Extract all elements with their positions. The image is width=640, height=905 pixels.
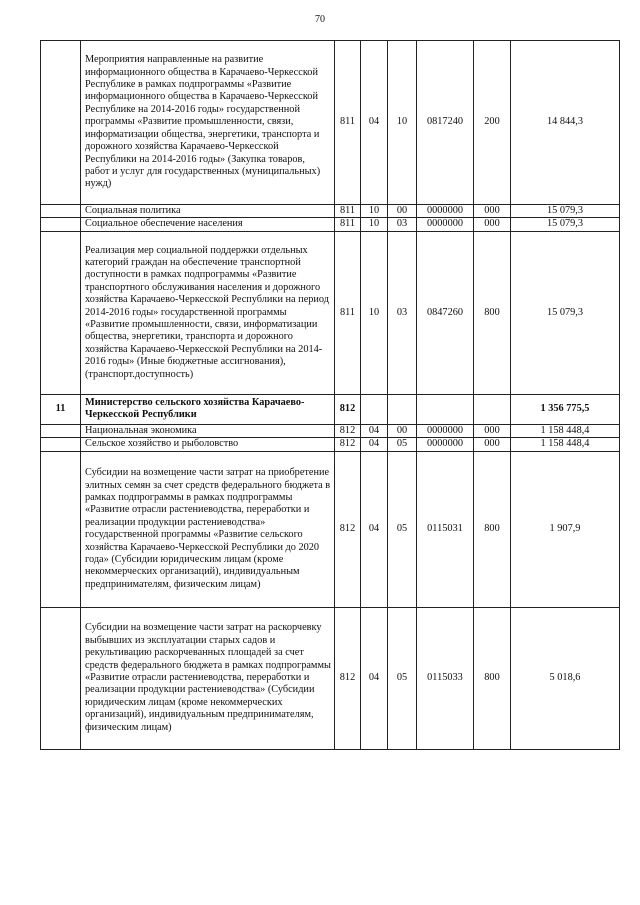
table-row [41, 451, 620, 607]
section-code: 04 [361, 438, 388, 451]
target-code [417, 394, 474, 424]
ministry-code: 811 [335, 205, 361, 218]
ministry-code: 812 [335, 607, 361, 749]
expense-type-code: 800 [474, 607, 511, 749]
section-code: 04 [361, 424, 388, 437]
section-code: 10 [361, 231, 388, 394]
target-code: 0115031 [417, 451, 474, 607]
row-number [41, 438, 81, 451]
page-number: 70 [315, 14, 325, 25]
row-number [41, 607, 81, 749]
row-number [41, 41, 81, 205]
subsection-code: 05 [388, 438, 417, 451]
ministry-code: 812 [335, 451, 361, 607]
expense-type-code: 000 [474, 218, 511, 231]
section-code: 04 [361, 41, 388, 205]
row-description: Социальное обеспечение населения [81, 218, 335, 231]
target-code: 0000000 [417, 205, 474, 218]
amount: 14 844,3 [511, 41, 620, 205]
table-row [41, 438, 620, 451]
expense-type-code: 000 [474, 424, 511, 437]
row-description: Мероприятия направленные на развитие информационного общества в Карачаево-Черкесской Республике в рамках подпрограммы «Развитие информационного общества в Карачаево-Черкесской Республике на 2014-2016 годы» государственной программы «Развитие промышленности, связи, информатизации общества, энергетики, транспорта и дорожного хозяйства Карачаево-Черкесской Республики на 2014-2016 годы» (Закупка товаров, работ и услуг для государственных (муниципальных) нужд) [81, 41, 335, 205]
amount: 15 079,3 [511, 218, 620, 231]
ministry-code: 811 [335, 231, 361, 394]
amount: 1 158 448,4 [511, 438, 620, 451]
subsection-code: 00 [388, 424, 417, 437]
amount: 15 079,3 [511, 231, 620, 394]
amount: 1 158 448,4 [511, 424, 620, 437]
ministry-code: 812 [335, 438, 361, 451]
table-row [41, 205, 620, 218]
table-row [41, 394, 620, 424]
subsection-code [388, 394, 417, 424]
row-description: Национальная экономика [81, 424, 335, 437]
amount: 15 079,3 [511, 205, 620, 218]
subsection-code: 03 [388, 231, 417, 394]
row-description: Министерство сельского хозяйства Карачаево-Черкесской Республики [81, 394, 335, 424]
target-code: 0847260 [417, 231, 474, 394]
target-code: 0817240 [417, 41, 474, 205]
expense-type-code: 200 [474, 41, 511, 205]
table-row [41, 218, 620, 231]
section-code: 04 [361, 451, 388, 607]
subsection-code: 05 [388, 607, 417, 749]
table-row [41, 424, 620, 437]
ministry-code: 812 [335, 424, 361, 437]
subsection-code: 10 [388, 41, 417, 205]
section-code: 04 [361, 607, 388, 749]
expense-type-code: 800 [474, 231, 511, 394]
subsection-code: 05 [388, 451, 417, 607]
expense-type-code [474, 394, 511, 424]
row-number [41, 218, 81, 231]
section-code [361, 394, 388, 424]
row-number [41, 231, 81, 394]
row-description: Социальная политика [81, 205, 335, 218]
target-code: 0115033 [417, 607, 474, 749]
target-code: 0000000 [417, 438, 474, 451]
target-code: 0000000 [417, 424, 474, 437]
ministry-code: 812 [335, 394, 361, 424]
ministry-code: 811 [335, 41, 361, 205]
table-row [41, 607, 620, 749]
ministry-code: 811 [335, 218, 361, 231]
row-number: 11 [41, 394, 81, 424]
row-number [41, 451, 81, 607]
amount: 5 018,6 [511, 607, 620, 749]
expense-type-code: 800 [474, 451, 511, 607]
table-row [41, 231, 620, 394]
row-number [41, 205, 81, 218]
section-code: 10 [361, 205, 388, 218]
amount: 1 907,9 [511, 451, 620, 607]
amount: 1 356 775,5 [511, 394, 620, 424]
target-code: 0000000 [417, 218, 474, 231]
expense-type-code: 000 [474, 438, 511, 451]
section-code: 10 [361, 218, 388, 231]
budget-table [40, 40, 620, 750]
row-description: Реализация мер социальной поддержки отдельных категорий граждан на обеспечение транспортной доступности в рамках подпрограммы «Развитие транспортного обслуживания населения и дорожного хозяйства Карачаево-Черкесской Республики на период 2014-2016 годы» государственной программы «Развитие промышленности, связи, информатизации общества, энергетики, транспорта и дорожного хозяйства Карачаево-Черкесской Республики на 2014-2016 годы» (Иные бюджетные ассигнования), (транспорт.доступность) [81, 231, 335, 394]
row-description: Сельское хозяйство и рыболовство [81, 438, 335, 451]
row-description: Субсидии на возмещение части затрат на раскорчевку выбывших из эксплуатации старых садов и рекультивацию раскорчеванных площадей за счет средств федерального бюджета в рамках подпрограммы «Развитие отрасли растениеводства, переработки и реализации продукции растениеводства» (Субсидии юридическим лицам (кроме некоммерческих организаций), индивидуальным предпринимателям, физическим лицам) [81, 607, 335, 749]
subsection-code: 03 [388, 218, 417, 231]
table-row [41, 41, 620, 205]
subsection-code: 00 [388, 205, 417, 218]
expense-type-code: 000 [474, 205, 511, 218]
row-description: Субсидии на возмещение части затрат на приобретение элитных семян за счет средств федерального бюджета в рамках подпрограммы в рамках подпрограммы «Развитие отрасли растениеводства, переработки и реализации продукции растениеводства» государственной программы «Развитие сельского хозяйства Карачаево-Черкесской Республики до 2020 года» (Субсидии юридическим лицам (кроме некоммерческих организаций), индивидуальным предпринимателям, физическим лицам) [81, 451, 335, 607]
row-number [41, 424, 81, 437]
